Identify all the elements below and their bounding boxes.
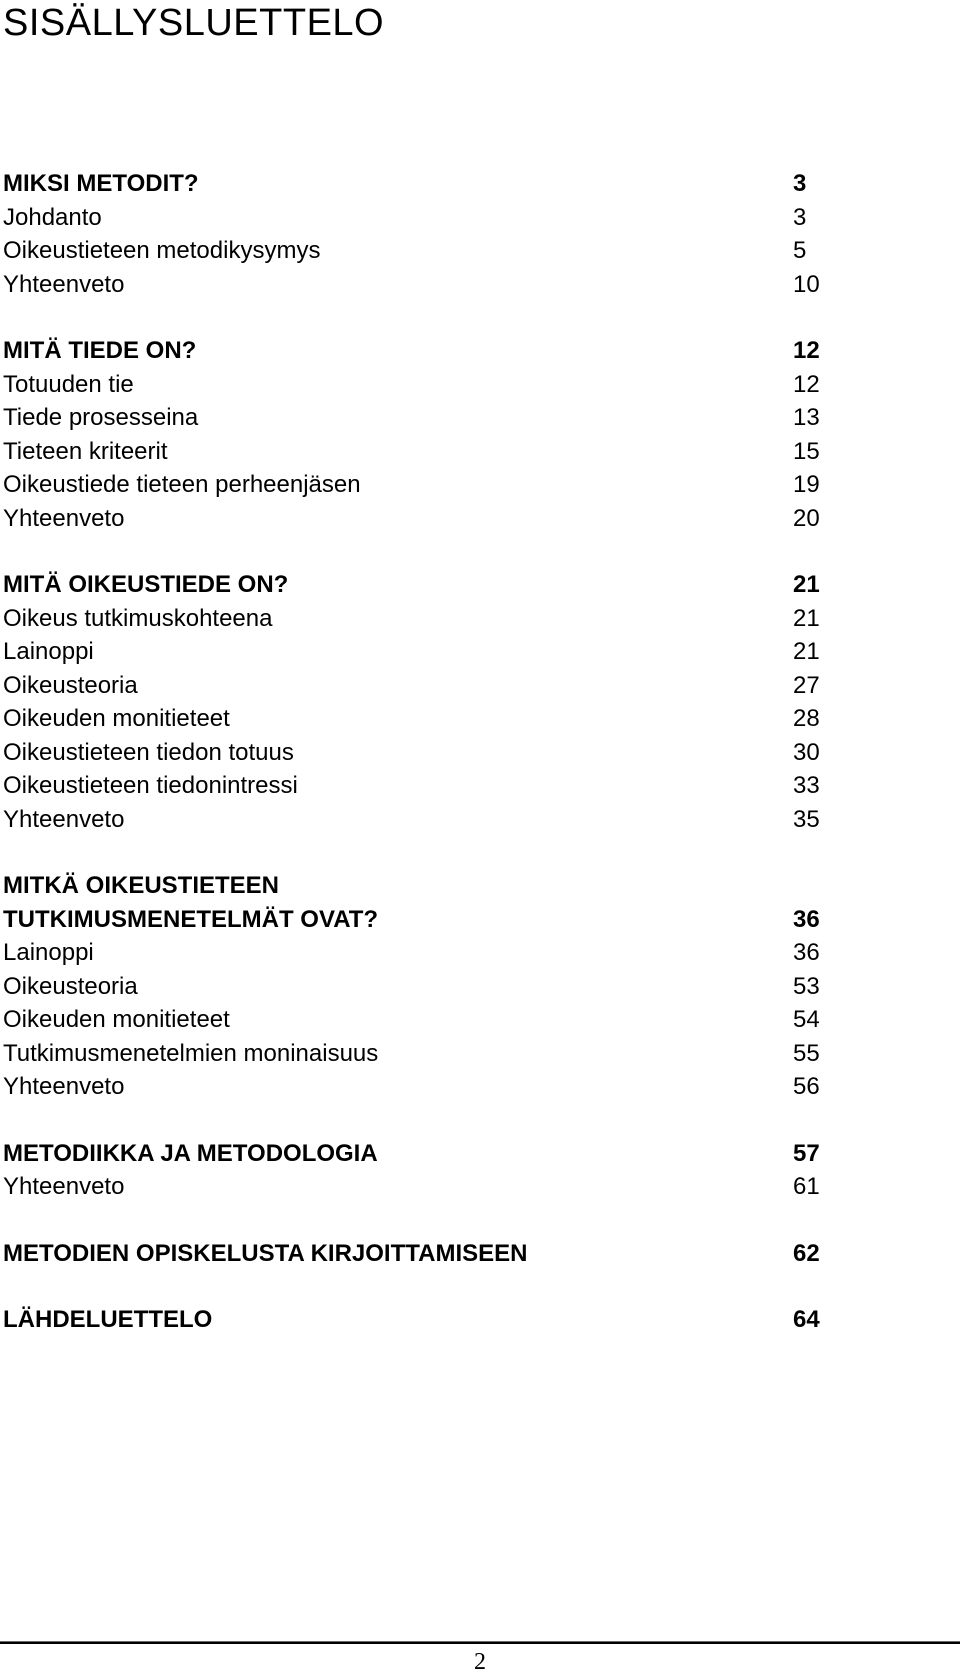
entry-page-number: 56	[793, 1073, 820, 1100]
entry-page-number: 15	[793, 437, 820, 465]
toc-entry	[3, 970, 825, 1004]
entry-title: Tiede prosesseina	[3, 404, 199, 431]
toc-entry	[3, 435, 825, 469]
toc-entry	[3, 769, 825, 803]
entry-title: Yhteenveto	[3, 1073, 125, 1100]
entry-title: Yhteenveto	[3, 1173, 125, 1200]
entry-page-number: 54	[793, 1006, 820, 1033]
chapter-page-number: 64	[793, 1306, 820, 1333]
entry-title: Oikeustieteen metodikysymys	[3, 237, 321, 264]
toc-section-miksi-metodit	[3, 167, 825, 301]
entry-page-number: 53	[793, 972, 820, 1000]
chapter-title: TUTKIMUSMENETELMÄT OVAT?	[3, 905, 379, 933]
toc-chapter-heading	[3, 903, 825, 937]
table-of-contents	[3, 167, 825, 1370]
toc-entry	[3, 736, 825, 770]
entry-page-number: 10	[793, 270, 820, 298]
toc-entry	[3, 234, 825, 268]
toc-section-mita-tiede-on	[3, 334, 825, 535]
toc-section-lahdeluettelo	[3, 1303, 825, 1337]
chapter-page-number: 3	[793, 170, 807, 197]
entry-page-number: 36	[793, 939, 820, 966]
toc-entry	[3, 368, 825, 402]
toc-entry	[3, 401, 825, 435]
entry-title: Lainoppi	[3, 638, 94, 665]
chapter-page-number: 57	[793, 1139, 820, 1167]
toc-entry	[3, 1170, 825, 1204]
entry-title: Yhteenveto	[3, 504, 125, 532]
toc-section-tutkimusmenetelmat	[3, 869, 825, 1104]
entry-page-number: 13	[793, 404, 820, 431]
toc-entry	[3, 1070, 825, 1104]
toc-chapter-heading	[3, 1303, 825, 1337]
toc-entry	[3, 602, 825, 636]
entry-page-number: 20	[793, 504, 820, 532]
toc-entry	[3, 635, 825, 669]
toc-chapter-heading	[3, 1237, 825, 1271]
toc-entry	[3, 468, 825, 502]
entry-page-number: 3	[793, 203, 807, 231]
entry-page-number: 30	[793, 738, 820, 766]
entry-title: Oikeusteoria	[3, 972, 138, 1000]
entry-title: Oikeusteoria	[3, 671, 138, 699]
entry-page-number: 35	[793, 805, 820, 833]
toc-section-metodien-opiskelusta	[3, 1237, 825, 1271]
entry-title: Lainoppi	[3, 939, 94, 966]
entry-page-number: 21	[793, 638, 820, 665]
toc-chapter-heading	[3, 1137, 825, 1171]
entry-title: Oikeustiede tieteen perheenjäsen	[3, 471, 361, 498]
entry-title: Oikeuden monitieteet	[3, 1006, 230, 1033]
entry-page-number: 12	[793, 370, 820, 398]
chapter-title-line1: MITKÄ OIKEUSTIETEEN	[3, 872, 280, 899]
entry-title: Yhteenveto	[3, 805, 125, 833]
chapter-page-number: 12	[793, 337, 820, 364]
toc-section-metodiikka	[3, 1137, 825, 1204]
chapter-title: METODIIKKA JA METODOLOGIA	[3, 1139, 378, 1167]
entry-page-number: 33	[793, 772, 820, 799]
entry-title: Oikeuden monitieteet	[3, 705, 230, 732]
toc-entry	[3, 502, 825, 536]
entry-page-number: 61	[793, 1173, 820, 1200]
toc-entry	[3, 1003, 825, 1037]
toc-entry	[3, 669, 825, 703]
entry-title: Yhteenveto	[3, 270, 125, 298]
entry-title: Totuuden tie	[3, 370, 134, 398]
entry-title: Tutkimusmenetelmien moninaisuus	[3, 1039, 379, 1067]
entry-page-number: 28	[793, 705, 820, 732]
toc-entry	[3, 268, 825, 302]
toc-section-mita-oikeustiede-on	[3, 568, 825, 836]
toc-entry	[3, 201, 825, 235]
entry-title: Oikeustieteen tiedonintressi	[3, 772, 298, 799]
toc-chapter-heading	[3, 167, 825, 201]
entry-page-number: 55	[793, 1039, 820, 1067]
chapter-title: MIKSI METODIT?	[3, 170, 199, 197]
chapter-title: MITÄ TIEDE ON?	[3, 337, 197, 364]
chapter-page-number: 21	[793, 571, 820, 598]
chapter-page-number: 62	[793, 1239, 820, 1267]
toc-chapter-heading-line	[3, 869, 825, 903]
toc-chapter-heading	[3, 334, 825, 368]
toc-entry	[3, 936, 825, 970]
entry-title: Johdanto	[3, 203, 102, 231]
entry-title: Oikeustieteen tiedon totuus	[3, 738, 294, 766]
footer-rule	[0, 1642, 960, 1644]
entry-page-number: 19	[793, 471, 820, 498]
page-title: SISÄLLYSLUETTELO	[3, 2, 385, 44]
chapter-page-number: 36	[793, 905, 820, 933]
toc-entry	[3, 803, 825, 837]
entry-page-number: 5	[793, 237, 807, 264]
page-number: 2	[474, 1649, 486, 1675]
entry-page-number: 27	[793, 671, 820, 699]
entry-title: Oikeus tutkimuskohteena	[3, 604, 273, 632]
toc-entry	[3, 702, 825, 736]
entry-title: Tieteen kriteerit	[3, 437, 168, 465]
chapter-title: LÄHDELUETTELO	[3, 1306, 213, 1333]
toc-entry	[3, 1037, 825, 1071]
chapter-title: METODIEN OPISKELUSTA KIRJOITTAMISEEN	[3, 1239, 528, 1267]
entry-page-number: 21	[793, 604, 820, 632]
chapter-title: MITÄ OIKEUSTIEDE ON?	[3, 571, 289, 598]
toc-chapter-heading	[3, 568, 825, 602]
